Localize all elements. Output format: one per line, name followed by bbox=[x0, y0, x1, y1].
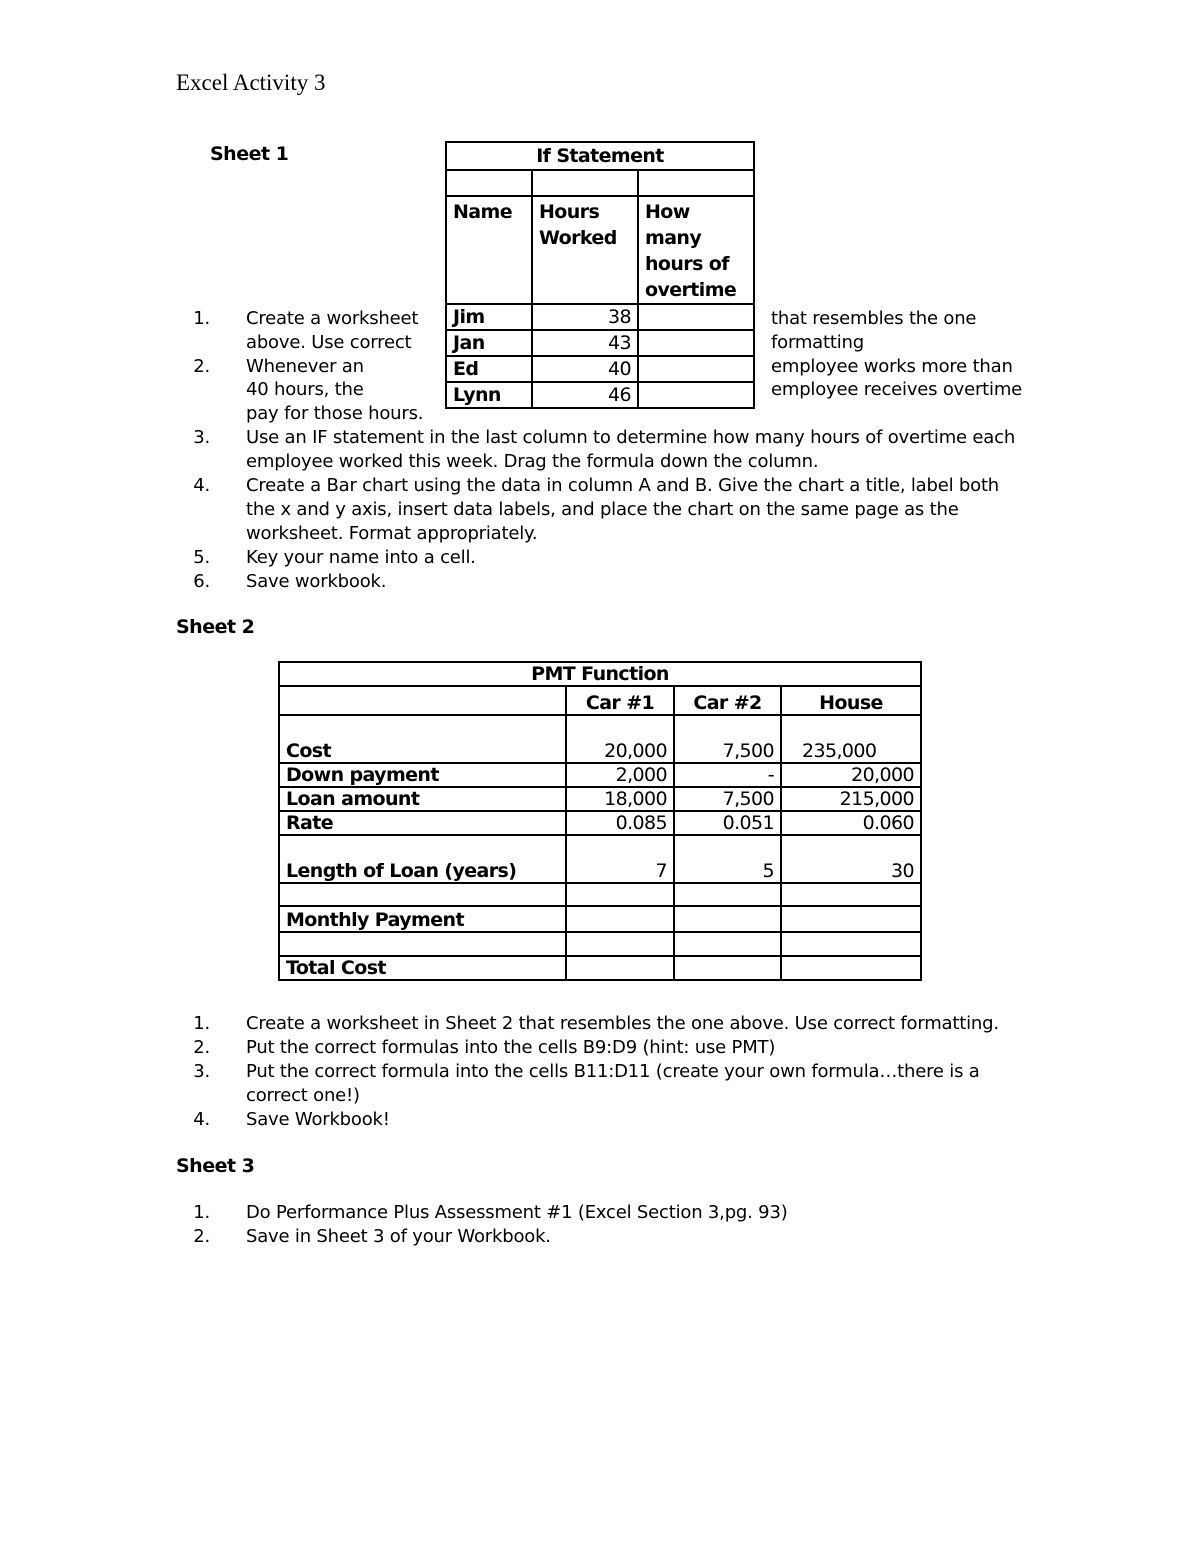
header-line: Worked bbox=[539, 227, 617, 249]
list-text: worksheet. Format appropriately. bbox=[246, 523, 538, 544]
if-table-blank-cell bbox=[446, 170, 532, 196]
if-table-blank-cell bbox=[638, 170, 754, 196]
list-text: Save workbook. bbox=[246, 571, 387, 592]
table-row bbox=[279, 811, 921, 835]
list-text: Save in Sheet 3 of your Workbook. bbox=[246, 1226, 551, 1247]
list-text: formatting bbox=[771, 332, 864, 353]
cell-car1: 20,000 bbox=[566, 715, 674, 763]
cell-car1 bbox=[566, 956, 674, 980]
list-number: 2. bbox=[193, 1226, 210, 1247]
cell-car2 bbox=[674, 956, 781, 980]
employee-name: Jim bbox=[446, 304, 532, 330]
overtime-cell bbox=[638, 304, 754, 330]
cell-house: 0.060 bbox=[781, 811, 921, 835]
list-item bbox=[180, 1036, 999, 1060]
pmt-function-table bbox=[278, 661, 922, 981]
overtime-cell bbox=[638, 330, 754, 356]
list-item bbox=[180, 1012, 999, 1036]
list-text: that resembles the one bbox=[771, 308, 977, 329]
table-row bbox=[279, 835, 921, 883]
if-header-hours bbox=[532, 196, 638, 304]
cell-car1 bbox=[566, 883, 674, 906]
list-text: Use an IF statement in the last column to determine how many hours of overtime each bbox=[246, 427, 1016, 448]
table-row bbox=[446, 304, 754, 330]
list-text: Create a worksheet bbox=[246, 308, 419, 329]
table-row bbox=[279, 763, 921, 787]
header-line: overtime bbox=[645, 279, 737, 301]
table-row bbox=[446, 356, 754, 382]
list-number: 6. bbox=[193, 571, 210, 592]
cell-car2: 7,500 bbox=[674, 787, 781, 811]
list-text: above. Use correct bbox=[246, 332, 412, 353]
list-text: Create a worksheet in Sheet 2 that resembles the one above. Use correct formatting. bbox=[246, 1013, 999, 1034]
cell-car1: 18,000 bbox=[566, 787, 674, 811]
list-item bbox=[180, 474, 1015, 546]
pmt-table-title: PMT Function bbox=[279, 662, 921, 686]
list-text: Whenever an bbox=[246, 356, 364, 377]
row-label: Monthly Payment bbox=[279, 906, 566, 932]
sheet1-item-1-right bbox=[771, 307, 976, 355]
list-number: 3. bbox=[193, 1061, 210, 1082]
table-row bbox=[279, 932, 921, 956]
overtime-cell bbox=[638, 356, 754, 382]
cell-house: 30 bbox=[781, 835, 921, 883]
pmt-header-blank bbox=[279, 686, 566, 715]
list-text: 40 hours, the bbox=[246, 379, 364, 400]
cell-car2: - bbox=[674, 763, 781, 787]
list-item bbox=[180, 570, 1015, 594]
row-label: Down payment bbox=[279, 763, 566, 787]
row-label bbox=[279, 883, 566, 906]
if-table-blank-cell bbox=[532, 170, 638, 196]
list-number: 1. bbox=[193, 308, 210, 329]
list-item bbox=[180, 426, 1015, 474]
hours-worked: 43 bbox=[532, 330, 638, 356]
list-number: 3. bbox=[193, 427, 210, 448]
list-text: Put the correct formula into the cells B11:D11 (create your own formula…there is a bbox=[246, 1061, 980, 1082]
sheet1-item-2-left bbox=[180, 355, 440, 426]
row-label: Length of Loan (years) bbox=[279, 835, 566, 883]
list-text: correct one!) bbox=[246, 1085, 360, 1106]
list-text: employee worked this week. Drag the formula down the column. bbox=[246, 451, 819, 472]
cell-car1: 2,000 bbox=[566, 763, 674, 787]
list-number: 2. bbox=[193, 1037, 210, 1058]
sheet3-heading: Sheet 3 bbox=[176, 1155, 255, 1177]
sheet1-item-2-right bbox=[771, 355, 1022, 402]
hours-worked: 46 bbox=[532, 382, 638, 408]
list-item bbox=[180, 1225, 788, 1249]
employee-name: Jan bbox=[446, 330, 532, 356]
cell-car2 bbox=[674, 906, 781, 932]
row-label: Cost bbox=[279, 715, 566, 763]
table-row bbox=[446, 330, 754, 356]
list-text: Save Workbook! bbox=[246, 1109, 390, 1130]
if-header-name bbox=[446, 196, 532, 304]
row-label: Loan amount bbox=[279, 787, 566, 811]
list-text: Do Performance Plus Assessment #1 (Excel Section 3,pg. 93) bbox=[246, 1202, 788, 1223]
cell-house: 235,000 bbox=[781, 715, 921, 763]
pmt-header-car2: Car #2 bbox=[674, 686, 781, 715]
list-text: employee receives overtime bbox=[771, 379, 1023, 400]
pmt-header-house: House bbox=[781, 686, 921, 715]
table-row bbox=[279, 956, 921, 980]
list-number: 2. bbox=[193, 356, 210, 377]
pmt-header-car1: Car #1 bbox=[566, 686, 674, 715]
cell-car1: 0.085 bbox=[566, 811, 674, 835]
cell-car2 bbox=[674, 883, 781, 906]
employee-name: Lynn bbox=[446, 382, 532, 408]
hours-worked: 40 bbox=[532, 356, 638, 382]
document-title: Excel Activity 3 bbox=[176, 70, 326, 95]
cell-car1: 7 bbox=[566, 835, 674, 883]
list-item bbox=[180, 1060, 999, 1108]
header-line: many bbox=[645, 227, 702, 249]
list-text: Put the correct formulas into the cells B9:D9 (hint: use PMT) bbox=[246, 1037, 776, 1058]
overtime-cell bbox=[638, 382, 754, 408]
header-line: Hours bbox=[539, 201, 600, 223]
if-table-title: If Statement bbox=[446, 142, 754, 170]
list-number: 1. bbox=[193, 1013, 210, 1034]
cell-house bbox=[781, 883, 921, 906]
cell-car2: 5 bbox=[674, 835, 781, 883]
list-number: 4. bbox=[193, 1109, 210, 1130]
sheet1-list bbox=[180, 426, 1015, 594]
table-row bbox=[279, 906, 921, 932]
cell-car1 bbox=[566, 932, 674, 956]
if-statement-table bbox=[445, 141, 755, 409]
cell-house bbox=[781, 932, 921, 956]
row-label bbox=[279, 932, 566, 956]
cell-car2: 7,500 bbox=[674, 715, 781, 763]
sheet1-item-1-left bbox=[180, 307, 440, 355]
list-text: the x and y axis, insert data labels, and place the chart on the same page as the bbox=[246, 499, 959, 520]
cell-car2: 0.051 bbox=[674, 811, 781, 835]
header-line: hours of bbox=[645, 253, 729, 275]
hours-worked: 38 bbox=[532, 304, 638, 330]
list-text: employee works more than bbox=[771, 356, 1013, 377]
sheet2-heading: Sheet 2 bbox=[176, 616, 255, 638]
sheet1-heading: Sheet 1 bbox=[210, 143, 289, 165]
cell-house: 215,000 bbox=[781, 787, 921, 811]
table-row bbox=[279, 787, 921, 811]
sheet3-list bbox=[180, 1201, 788, 1249]
table-row bbox=[446, 382, 754, 408]
cell-car1 bbox=[566, 906, 674, 932]
list-number: 4. bbox=[193, 475, 210, 496]
cell-house bbox=[781, 906, 921, 932]
list-text: pay for those hours. bbox=[246, 403, 424, 424]
list-text: Create a Bar chart using the data in column A and B. Give the chart a title, label both bbox=[246, 475, 1000, 496]
cell-house: 20,000 bbox=[781, 763, 921, 787]
sheet2-list bbox=[180, 1012, 999, 1132]
table-row bbox=[279, 715, 921, 763]
table-row bbox=[279, 883, 921, 906]
row-label: Total Cost bbox=[279, 956, 566, 980]
header-line: Name bbox=[453, 201, 513, 223]
list-text: Key your name into a cell. bbox=[246, 547, 476, 568]
list-number: 5. bbox=[193, 547, 210, 568]
list-item bbox=[180, 546, 1015, 570]
cell-car2 bbox=[674, 932, 781, 956]
employee-name: Ed bbox=[446, 356, 532, 382]
list-item bbox=[180, 1201, 788, 1225]
list-number: 1. bbox=[193, 1202, 210, 1223]
list-item bbox=[180, 1108, 999, 1132]
row-label: Rate bbox=[279, 811, 566, 835]
cell-house bbox=[781, 956, 921, 980]
if-header-overtime bbox=[638, 196, 754, 304]
header-line: How bbox=[645, 201, 690, 223]
